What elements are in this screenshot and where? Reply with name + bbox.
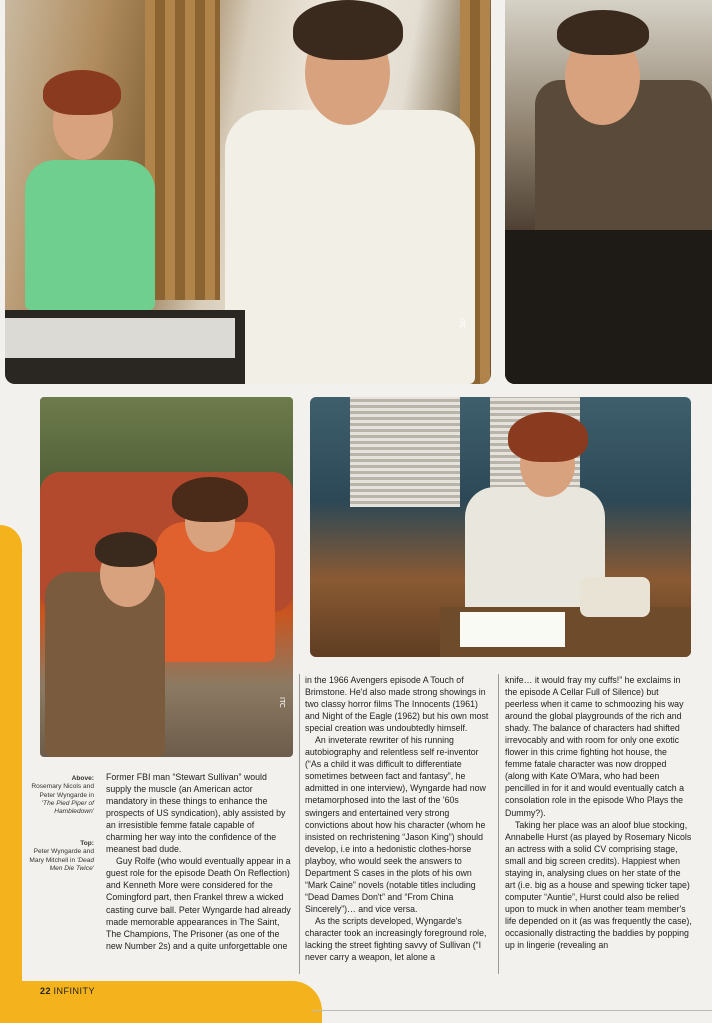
article-paragraph: Guy Rolfe (who would eventually appear in a guest role for the episode Death On Reflection) and Kenneth More were considered for the Comingford part, then Frankel threw a wicked casting curve ball. Peter Wyngarde had already made memorable appearances in The Saint, The Champions, The Prisoner (as one of the new Number 2s) and a quite unforgettable one <box>106 856 291 951</box>
article-column-1 <box>106 771 292 952</box>
photo-top-left <box>5 0 491 384</box>
page-number: 22 <box>40 986 52 996</box>
photo-middle-left <box>40 397 293 757</box>
photo-credit: ITC <box>278 697 286 708</box>
column-divider <box>498 674 499 974</box>
caption-text: Rosemary Nicols and Peter Wyngarde in <box>31 783 94 799</box>
page-footer <box>40 986 95 996</box>
article-paragraph: in the 1966 Avengers episode A Touch of Brimstone. He'd also made strong showings in two classy horror films The Innocents (1961) and Night of the Eagle (1962) but his own most special creation was undoubtedly himself. <box>305 675 489 734</box>
caption-text: Peter Wyngarde and Mary Mitchell in <box>29 848 94 864</box>
article-paragraph: As the scripts developed, Wyngarde's character took an increasingly foreground role, lacking the street fighting savvy of Sullivan (“I never carry a weapon, let alone a <box>305 915 487 963</box>
caption-title: 'The Pied Piper of Hambledown' <box>41 799 94 816</box>
magazine-name: INFINITY <box>53 986 96 996</box>
caption-above <box>26 775 94 816</box>
article-column-3 <box>505 674 693 951</box>
photo-credit: ITC <box>458 318 466 329</box>
article-paragraph: knife… it would fray my cuffs!” he exclaims in the episode A Cellar Full of Silence) but peerless when it came to schmoozing his way around the global playgrounds of the rich and shady. The balance of characters had shifted irrevocably and with room for only one exotic flower in this crime fighting hot house, the femme fatale character was now dropped (along with Kate O'Mara, who had been pencilled in for it and would eventually catch a consolation role in the episode Who Plays the Dummy?). <box>505 675 684 818</box>
caption-top <box>26 840 94 873</box>
column-divider <box>299 674 300 974</box>
article-paragraph: Taking her place was an aloof blue stocking, Annabelle Hurst (as played by Rosemary Nicols an actress with a solid CV comprising stage, small and big screen credits). Happiest when staying in, analysing clues on her state of the art (i.e. big as a house and spewing ticker tape) computer “Auntie”, Hurst could also be relied upon to muck in when another team member's life depended on it (as was frequently the case), occasionally distracting the baddies by popping up in lingerie (revealing an <box>505 819 692 951</box>
photo-top-right <box>505 0 712 384</box>
article-paragraph: An inveterate rewriter of his running autobiography and relentless self re-inventor (“As a child it was difficult to differentiate sometimes between fact and fantasy”, he admitted in one interview), Wyngarde had now metamorphosed into the last of the '60s swingers and entertained very strong convictions about how his character (whom he insisted on rechristening “Jason King”) should develop, i.e into a hedonistic clothes-horse playboy, who would seek the answers to Department S cases in the plots of his own “Mark Caine” novels (notable titles including “Dead Dames Don't” and “From China Sincerely”)… and vice versa. <box>305 735 486 914</box>
article-paragraph: Former FBI man “Stewart Sullivan” would supply the muscle (an American actor mandatory in these things to enhance the prospects of US syndication), ably assisted by an irresistible femme fatale capable of charming her way into the confidence of the meanest bad dude. <box>106 772 286 855</box>
divider <box>312 1010 712 1011</box>
caption-label: Above: <box>71 775 94 782</box>
caption-label: Top: <box>80 840 94 847</box>
caption-title: 'Dead Men Die Twice' <box>49 856 94 872</box>
article-column-2 <box>305 674 492 963</box>
photo-middle-right <box>310 397 691 657</box>
accent-bar <box>0 525 22 1023</box>
